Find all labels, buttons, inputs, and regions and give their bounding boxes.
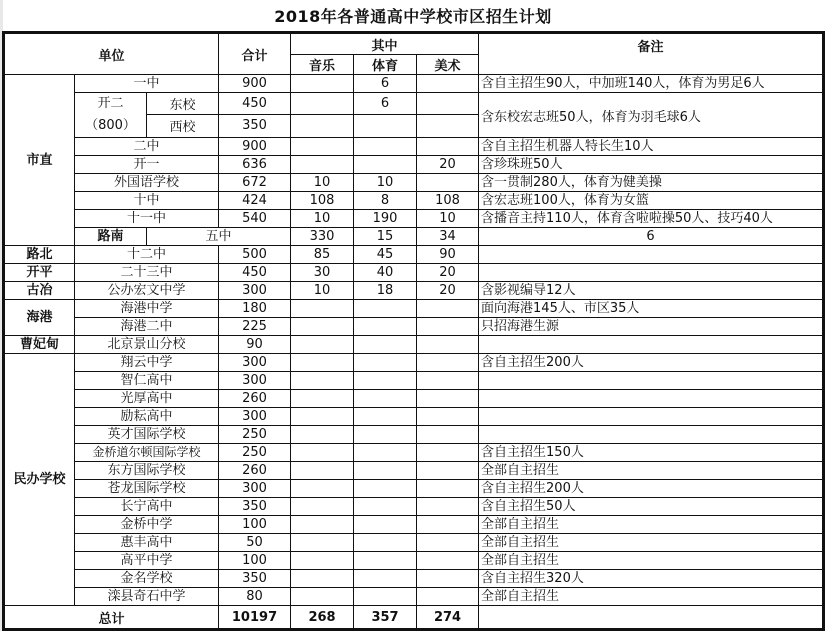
remark-cell: 含自主招生150人 xyxy=(479,444,823,462)
music-cell xyxy=(291,426,354,444)
pe-cell: 34 xyxy=(417,228,479,246)
remark-cell xyxy=(479,390,823,408)
pe-cell: 10 xyxy=(354,174,417,192)
music-cell xyxy=(291,354,354,372)
school-cell: 滦县奇石中学 xyxy=(75,588,219,606)
pe-cell: 18 xyxy=(354,282,417,300)
school-cell: 苍龙国际学校 xyxy=(75,480,219,498)
music-cell xyxy=(291,462,354,480)
music-cell: 10 xyxy=(291,282,354,300)
total-cell: 225 xyxy=(219,318,291,336)
art-cell xyxy=(417,390,479,408)
region-cell: 古冶 xyxy=(5,282,75,300)
remark-cell xyxy=(479,426,823,444)
school-cell: 东方国际学校 xyxy=(75,462,219,480)
remark-cell xyxy=(479,246,823,264)
enrollment-plan-table xyxy=(4,33,823,629)
remark-cell: 全部自主招生 xyxy=(479,462,823,480)
pe-cell xyxy=(354,534,417,552)
remark-cell: 含自主招生320人 xyxy=(479,570,823,588)
table-row xyxy=(5,75,823,93)
total-cell: 330 xyxy=(291,228,354,246)
total-cell: 500 xyxy=(219,246,291,264)
total-cell: 50 xyxy=(219,534,291,552)
total-cell: 250 xyxy=(219,426,291,444)
table-row xyxy=(5,318,823,336)
table-row xyxy=(5,480,823,498)
table-row xyxy=(5,192,823,210)
music-cell xyxy=(291,336,354,354)
art-cell: 20 xyxy=(417,282,479,300)
music-cell: 10 xyxy=(291,210,354,228)
art-cell xyxy=(417,498,479,516)
table-row xyxy=(5,552,823,570)
pe-cell: 45 xyxy=(354,246,417,264)
region-cell: 民办学校 xyxy=(5,354,75,606)
music-cell: 108 xyxy=(291,192,354,210)
remark-cell: 含自主招生200人 xyxy=(479,354,823,372)
art-cell: 6 xyxy=(479,228,823,246)
pe-cell xyxy=(354,480,417,498)
pe-cell xyxy=(354,300,417,318)
school-cell: 光厚高中 xyxy=(75,390,219,408)
pe-cell: 8 xyxy=(354,192,417,210)
header-art: 美术 xyxy=(417,55,479,75)
art-cell xyxy=(417,480,479,498)
total-cell: 450 xyxy=(219,264,291,282)
table-row xyxy=(5,174,823,192)
music-cell xyxy=(291,372,354,390)
totals-music: 268 xyxy=(291,606,354,629)
remark-cell: 含自主招生90人，中加班140人，体育为男足6人 xyxy=(479,75,823,93)
table-row xyxy=(5,300,823,318)
table-row xyxy=(5,372,823,390)
total-cell: 300 xyxy=(219,282,291,300)
music-cell: 15 xyxy=(354,228,417,246)
music-cell xyxy=(291,570,354,588)
total-cell: 260 xyxy=(219,390,291,408)
school-cell: 金桥中学 xyxy=(75,516,219,534)
school-cell: 翔云中学 xyxy=(75,354,219,372)
total-cell: 260 xyxy=(219,462,291,480)
table-row xyxy=(5,336,823,354)
totals-total: 10197 xyxy=(219,606,291,629)
region-cell: 路北 xyxy=(5,246,75,264)
art-cell xyxy=(417,300,479,318)
pe-cell: 190 xyxy=(354,210,417,228)
pe-cell xyxy=(354,516,417,534)
art-cell xyxy=(417,75,479,93)
table-row xyxy=(5,516,823,534)
table-row xyxy=(5,390,823,408)
music-cell xyxy=(291,156,354,174)
pe-cell xyxy=(354,156,417,174)
table-row xyxy=(5,462,823,480)
music-cell xyxy=(291,480,354,498)
total-cell: 80 xyxy=(219,588,291,606)
region-cell: 市直 xyxy=(5,75,75,246)
remark-cell: 含东校宏志班50人，体育为羽毛球6人 xyxy=(479,93,823,138)
art-cell xyxy=(417,138,479,156)
remark-cell: 全部自主招生 xyxy=(479,534,823,552)
school-cell: 海港二中 xyxy=(75,318,219,336)
table-row xyxy=(5,354,823,372)
remark-cell xyxy=(479,372,823,390)
table-row xyxy=(5,228,823,246)
remark-cell: 含自主招生50人 xyxy=(479,498,823,516)
total-cell: 350 xyxy=(219,114,291,137)
remark-cell: 含影视编导12人 xyxy=(479,282,823,300)
school-cell: 北京景山分校 xyxy=(75,336,219,354)
table-row xyxy=(5,210,823,228)
total-cell: 300 xyxy=(219,480,291,498)
school-group-capacity: （800） xyxy=(85,118,136,133)
music-cell: 30 xyxy=(291,264,354,282)
header-music: 音乐 xyxy=(291,55,354,75)
header-unit: 单位 xyxy=(5,34,219,75)
music-cell xyxy=(291,300,354,318)
school-cell: 高平中学 xyxy=(75,552,219,570)
school-cell: 一中 xyxy=(75,75,219,93)
totals-pe: 357 xyxy=(354,606,417,629)
music-cell xyxy=(291,588,354,606)
header-remark: 备注 xyxy=(479,34,823,75)
art-cell xyxy=(417,174,479,192)
table-row xyxy=(5,282,823,300)
art-cell xyxy=(417,93,479,115)
total-cell: 450 xyxy=(219,93,291,115)
header-among: 其中 xyxy=(291,34,479,55)
school-cell: 二中 xyxy=(75,138,219,156)
art-cell xyxy=(417,114,479,137)
school-cell: 二十三中 xyxy=(75,264,219,282)
music-cell xyxy=(291,534,354,552)
art-cell xyxy=(417,426,479,444)
total-cell: 540 xyxy=(219,210,291,228)
pe-cell: 6 xyxy=(354,93,417,115)
remark-cell: 只招海港生源 xyxy=(479,318,823,336)
school-cell: 金名学校 xyxy=(75,570,219,588)
music-cell: 85 xyxy=(291,246,354,264)
pe-cell xyxy=(354,444,417,462)
region-cell: 开平 xyxy=(5,264,75,282)
art-cell xyxy=(417,372,479,390)
table-row xyxy=(5,498,823,516)
music-cell xyxy=(291,498,354,516)
art-cell xyxy=(417,408,479,426)
art-cell xyxy=(417,444,479,462)
spreadsheet-left-edge xyxy=(0,0,3,631)
remark-cell: 含播音主持110人，体育含啦啦操50人、技巧40人 xyxy=(479,210,823,228)
music-cell xyxy=(291,318,354,336)
school-cell: 公办宏文中学 xyxy=(75,282,219,300)
music-cell xyxy=(291,516,354,534)
art-cell xyxy=(417,534,479,552)
pe-cell xyxy=(354,462,417,480)
music-cell xyxy=(291,444,354,462)
school-cell: 英才国际学校 xyxy=(75,426,219,444)
music-cell xyxy=(291,408,354,426)
remark-cell: 全部自主招生 xyxy=(479,588,823,606)
pe-cell xyxy=(354,498,417,516)
remark-cell: 含一贯制280人，体育为健美操 xyxy=(479,174,823,192)
remark-cell: 面向海港145人、市区35人 xyxy=(479,300,823,318)
table-row xyxy=(5,138,823,156)
pe-cell xyxy=(354,318,417,336)
total-cell: 350 xyxy=(219,570,291,588)
region-cell: 路南 xyxy=(75,228,147,246)
art-cell: 20 xyxy=(417,156,479,174)
remark-cell: 含自主招生机器人特长生10人 xyxy=(479,138,823,156)
school-cell: 惠丰高中 xyxy=(75,534,219,552)
total-cell: 424 xyxy=(219,192,291,210)
school-cell: 长宁高中 xyxy=(75,498,219,516)
remark-cell: 含珍珠班50人 xyxy=(479,156,823,174)
table-row xyxy=(5,444,823,462)
remark-cell: 全部自主招生 xyxy=(479,552,823,570)
total-cell: 900 xyxy=(219,138,291,156)
table-row xyxy=(5,156,823,174)
school-group-name: 开二 xyxy=(97,96,124,111)
school-cell: 励耘高中 xyxy=(75,408,219,426)
totals-row xyxy=(5,606,823,629)
total-cell: 300 xyxy=(219,372,291,390)
pe-cell xyxy=(354,426,417,444)
table-row xyxy=(5,408,823,426)
campus-cell: 东校 xyxy=(147,93,219,115)
pe-cell xyxy=(354,138,417,156)
header-total: 合计 xyxy=(219,34,291,75)
total-cell: 672 xyxy=(219,174,291,192)
pe-cell: 40 xyxy=(354,264,417,282)
school-cell: 海港中学 xyxy=(75,300,219,318)
school-cell: 外国语学校 xyxy=(75,174,219,192)
totals-art: 274 xyxy=(417,606,479,629)
art-cell xyxy=(417,588,479,606)
total-cell: 300 xyxy=(219,408,291,426)
art-cell xyxy=(417,318,479,336)
total-cell: 250 xyxy=(219,444,291,462)
table-row xyxy=(5,246,823,264)
art-cell xyxy=(417,462,479,480)
art-cell: 90 xyxy=(417,246,479,264)
music-cell xyxy=(291,552,354,570)
total-cell: 300 xyxy=(219,354,291,372)
art-cell: 108 xyxy=(417,192,479,210)
school-cell: 五中 xyxy=(147,228,291,246)
pe-cell xyxy=(354,570,417,588)
pe-cell xyxy=(354,408,417,426)
remark-cell xyxy=(479,408,823,426)
table-row xyxy=(5,93,823,115)
total-cell: 350 xyxy=(219,498,291,516)
pe-cell xyxy=(354,372,417,390)
art-cell xyxy=(417,354,479,372)
region-cell: 曹妃甸 xyxy=(5,336,75,354)
total-cell: 180 xyxy=(219,300,291,318)
total-cell: 100 xyxy=(219,516,291,534)
table-title: 2018年各普通高中学校市区招生计划 xyxy=(274,7,552,26)
pe-cell xyxy=(354,552,417,570)
school-cell: 开一 xyxy=(75,156,219,174)
total-cell: 636 xyxy=(219,156,291,174)
table-row xyxy=(5,426,823,444)
remark-cell: 全部自主招生 xyxy=(479,516,823,534)
pe-cell xyxy=(354,354,417,372)
totals-label: 总计 xyxy=(5,606,219,629)
school-group-cell xyxy=(75,93,147,138)
region-cell: 海港 xyxy=(5,300,75,336)
music-cell xyxy=(291,138,354,156)
school-cell: 十二中 xyxy=(75,246,219,264)
art-cell: 20 xyxy=(417,264,479,282)
music-cell xyxy=(291,93,354,115)
art-cell xyxy=(417,552,479,570)
table-row xyxy=(5,570,823,588)
totals-remark xyxy=(479,606,823,629)
music-cell xyxy=(291,390,354,408)
table-row xyxy=(5,534,823,552)
music-cell: 10 xyxy=(291,174,354,192)
campus-cell: 西校 xyxy=(147,114,219,137)
total-cell: 900 xyxy=(219,75,291,93)
pe-cell xyxy=(354,114,417,137)
remark-cell: 含自主招生200人 xyxy=(479,480,823,498)
music-cell xyxy=(291,75,354,93)
table-row xyxy=(5,588,823,606)
art-cell: 10 xyxy=(417,210,479,228)
pe-cell xyxy=(354,336,417,354)
art-cell xyxy=(417,516,479,534)
pe-cell xyxy=(354,390,417,408)
remark-cell xyxy=(479,336,823,354)
school-cell: 智仁高中 xyxy=(75,372,219,390)
school-cell: 十中 xyxy=(75,192,219,210)
header-pe: 体育 xyxy=(354,55,417,75)
pe-cell xyxy=(354,588,417,606)
remark-cell: 含宏志班100人，体育为女篮 xyxy=(479,192,823,210)
total-cell: 90 xyxy=(219,336,291,354)
pe-cell: 6 xyxy=(354,75,417,93)
total-cell: 100 xyxy=(219,552,291,570)
music-cell xyxy=(291,114,354,137)
school-cell: 十一中 xyxy=(75,210,219,228)
art-cell xyxy=(417,570,479,588)
remark-cell xyxy=(479,264,823,282)
school-cell: 金桥道尔顿国际学校 xyxy=(75,444,219,462)
art-cell xyxy=(417,336,479,354)
table-row xyxy=(5,264,823,282)
